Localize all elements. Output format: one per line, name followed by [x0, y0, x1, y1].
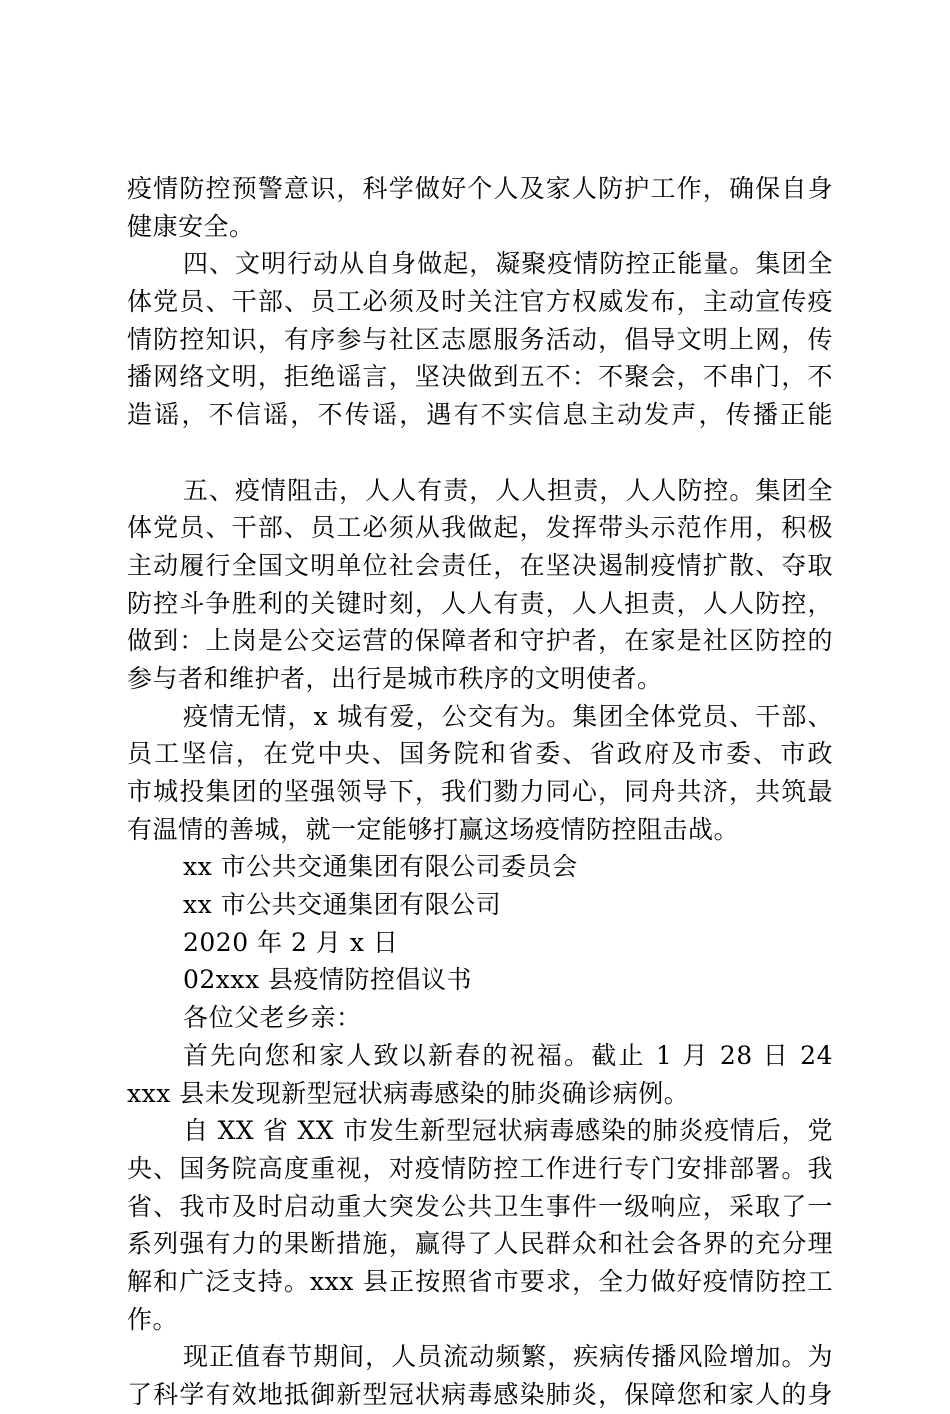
text-line: 造谣，不信谣，不传谣，遇有不实信息主动发声，传播正能	[127, 400, 833, 430]
blank-line	[127, 434, 833, 472]
text-line: 系列强有力的果断措施，赢得了人民群众和社会各界的充分理	[127, 1229, 833, 1259]
text-line: 作。	[127, 1304, 179, 1334]
text-line: 员工坚信，在党中央、国务院和省委、省政府及市委、市政	[127, 739, 833, 769]
text-line: 现正值春节期间，人员流动频繁，疾病传播风险增加。为	[183, 1342, 833, 1372]
text-line: xx 市公共交通集团有限公司委员会	[183, 852, 578, 882]
text-line: xx 市公共交通集团有限公司	[183, 890, 502, 920]
text-line: 体党员、干部、员工必须从我做起，发挥带头示范作用，积极	[127, 513, 833, 543]
text-line: 体党员、干部、员工必须及时关注官方权威发布，主动宣传疫	[127, 287, 833, 317]
text-line: 播网络文明，拒绝谣言，坚决做到五不：不聚会，不串门，不	[127, 362, 833, 392]
text-line: 有温情的善城，就一定能够打赢这场疫情防控阻击战。	[127, 814, 740, 844]
text-line: 疫情防控预警意识，科学做好个人及家人防护工作，确保自身	[127, 174, 833, 203]
text-line: 2020 年 2 月 x 日	[183, 927, 399, 957]
text-line: 四、文明行动从自身做起，凝聚疫情防控正能量。集团全	[183, 249, 833, 279]
text-line: 做到：上岗是公交运营的保障者和守护者，在家是社区防控的	[127, 626, 833, 656]
text-line: 自 XX 省 XX 市发生新型冠状病毒感染的肺炎疫情后，党	[183, 1116, 833, 1146]
text-line: 02xxx 县疫情防控倡议书	[183, 965, 473, 995]
text-line: 防控斗争胜利的关键时刻，人人有责，人人担责，人人防控，	[127, 588, 833, 618]
text-line: 各位父老乡亲：	[183, 1003, 362, 1033]
text-line: 省、我市及时启动重大突发公共卫生事件一级响应，采取了一	[127, 1191, 833, 1221]
text-line: xxx 县未发现新型冠状病毒感染的肺炎确诊病例。	[127, 1078, 690, 1108]
text-line: 主动履行全国文明单位社会责任，在坚决遏制疫情扩散、夺取	[127, 550, 833, 580]
text-line: 央、国务院高度重视，对疫情防控工作进行专门安排部署。我	[127, 1153, 833, 1183]
text-line: 解和广泛支持。xxx 县正按照省市要求，全力做好疫情防控工	[127, 1266, 833, 1296]
text-line: 市城投集团的坚强领导下，我们勠力同心，同舟共济，共筑最	[127, 777, 833, 806]
text-line: 首先向您和家人致以新春的祝福。截止 1 月 28 日 24	[183, 1040, 833, 1070]
text-line: 情防控知识，有序参与社区志愿服务活动，倡导文明上网，传	[127, 324, 833, 354]
document-body	[127, 170, 833, 1414]
text-line: 了科学有效地抵御新型冠状病毒感染肺炎，保障您和家人的身	[127, 1380, 833, 1409]
text-line: 参与者和维护者，出行是城市秩序的文明使者。	[127, 663, 663, 693]
text-line: 健康安全。	[127, 211, 255, 241]
text-line: 五、疫情阻击，人人有责，人人担责，人人防控。集团全	[183, 475, 833, 505]
text-line: 疫情无情，x 城有爱，公交有为。集团全体党员、干部、	[183, 701, 833, 731]
